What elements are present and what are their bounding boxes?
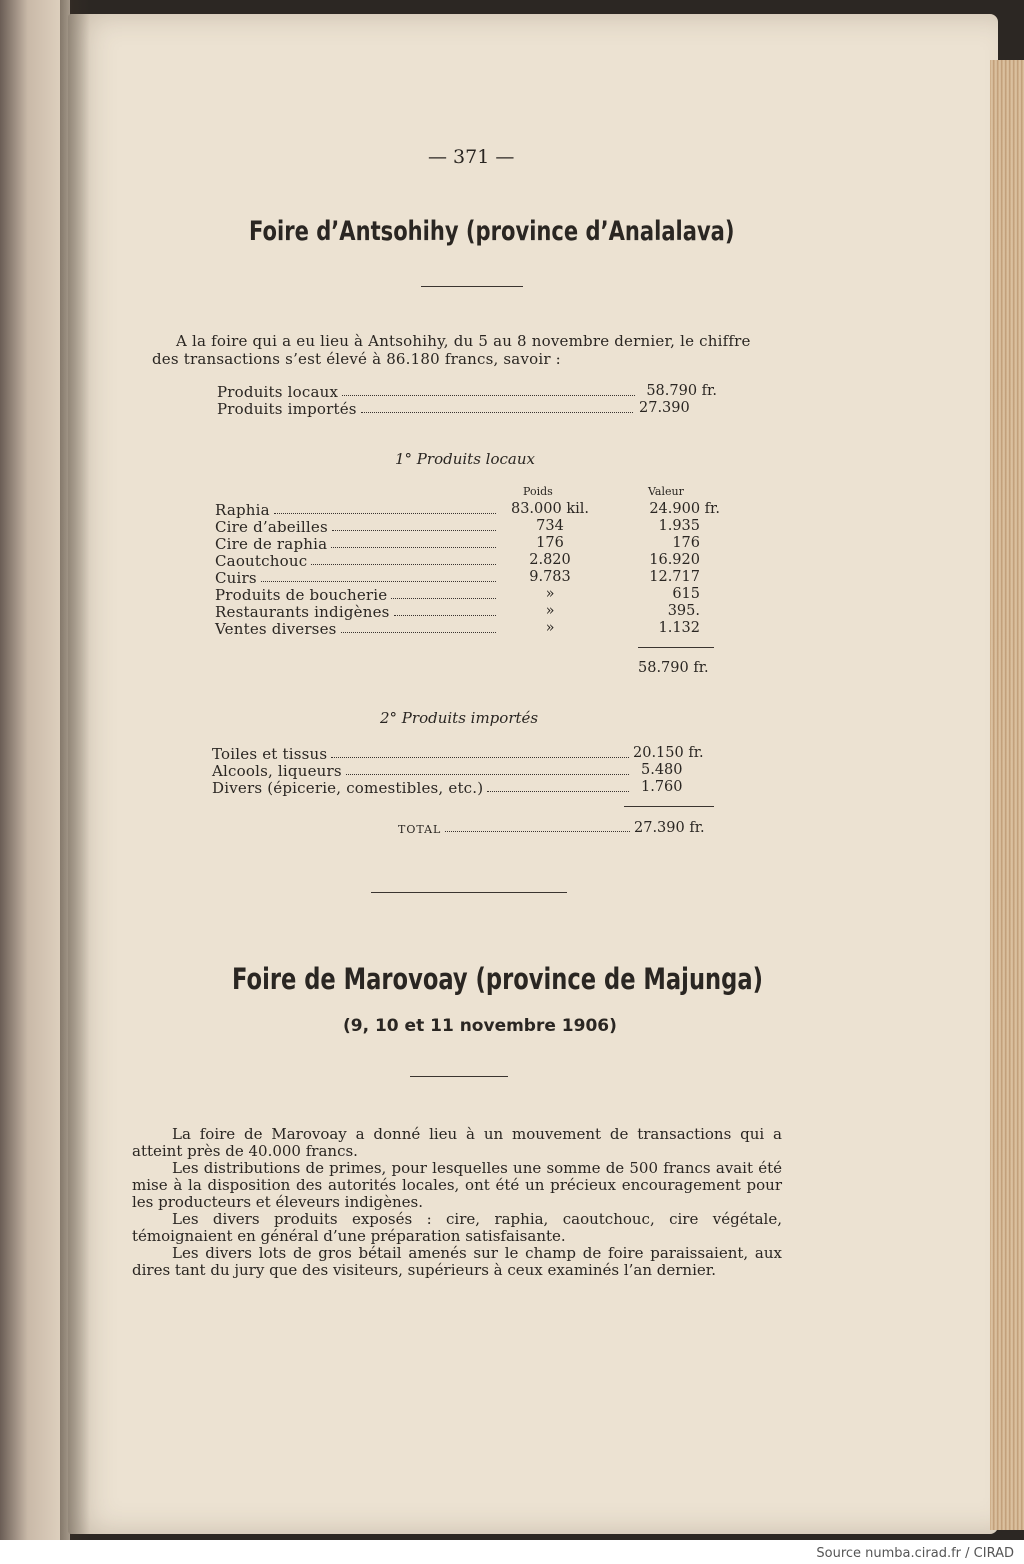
row-weight: 176: [536, 535, 564, 551]
dot-leader: [274, 501, 496, 514]
imported-products-heading: 2° Produits importés: [380, 709, 539, 727]
row-value: 395.: [667, 603, 700, 619]
spine-shadow: [60, 0, 90, 1540]
table-row: [215, 586, 720, 603]
row-weight: 9.783: [529, 569, 571, 585]
dot-leader: [394, 603, 496, 616]
row-label: Cuirs: [215, 569, 257, 587]
row-weight: »: [545, 620, 555, 636]
row-label: Caoutchouc: [215, 552, 308, 570]
row-value: 5.480: [641, 762, 683, 778]
paragraph: Les distributions de primes, pour lesquelles une somme de 500 francs avait été mise à la disposition des autorités locales, ont été un précieux encouragement pour les producteurs et éleveurs indigènes.: [132, 1159, 782, 1211]
dot-leader: [332, 518, 496, 531]
row-value: 16.920: [649, 552, 700, 568]
table-row: [215, 501, 720, 518]
row-label: Cire d’abeilles: [215, 518, 328, 536]
local-products-table: [215, 501, 720, 637]
row-value: 1.132: [658, 620, 700, 636]
row-value: 1.935: [658, 518, 700, 534]
row-label: Toiles et tissus: [212, 745, 328, 763]
row-value: 12.717: [649, 569, 700, 585]
section2-title: Foire de Marovoay (province de Majunga): [232, 962, 763, 996]
row-label: Ventes diverses: [215, 620, 337, 638]
row-value: 20.150 fr.: [633, 745, 704, 761]
dot-leader: [445, 820, 630, 832]
summary-row: [217, 383, 717, 400]
local-total: 58.790 fr.: [638, 660, 709, 676]
summary-table: [217, 383, 717, 417]
row-label: Produits de boucherie: [215, 586, 388, 604]
row-label: Raphia: [215, 501, 270, 519]
paragraph: La foire de Marovoay a donné lieu à un mouvement de transactions qui a atteint près de 40.000 francs.: [132, 1125, 782, 1160]
dot-leader: [311, 552, 496, 565]
page-number: — 371 —: [428, 146, 515, 168]
row-value: 176: [672, 535, 700, 551]
imported-total: 27.390 fr.: [634, 820, 705, 836]
row-label: Alcools, liqueurs: [212, 762, 342, 780]
local-total-rule: [638, 647, 714, 648]
table-row: [212, 745, 717, 762]
row-value: 1.760: [641, 779, 683, 795]
imported-total-row: [398, 820, 718, 836]
table-row: [212, 779, 717, 796]
summary-label: Produits locaux: [217, 383, 339, 401]
value-column-header: Valeur: [648, 485, 684, 498]
section2-subtitle: (9, 10 et 11 novembre 1906): [343, 1016, 617, 1036]
section2-rule: [410, 1076, 508, 1077]
table-row: [215, 535, 720, 552]
row-weight: 2.820: [529, 552, 571, 568]
dot-leader: [342, 383, 635, 396]
table-row: [212, 762, 717, 779]
total-label: TOTAL: [398, 823, 442, 836]
imported-products-table: [212, 745, 717, 796]
dot-leader: [331, 745, 629, 758]
table-row: [215, 620, 720, 637]
dot-leader: [331, 535, 496, 548]
table-row: [215, 603, 720, 620]
section1-rule: [421, 286, 523, 287]
summary-value: 58.790 fr.: [646, 383, 717, 399]
page-edges: [990, 60, 1024, 1530]
dot-leader: [346, 762, 629, 775]
summary-label: Produits importés: [217, 400, 357, 418]
row-weight: »: [545, 586, 555, 602]
local-products-heading: 1° Produits locaux: [395, 450, 535, 468]
paragraph: Les divers lots de gros bétail amenés sur le champ de foire paraissaient, aux dires tant du jury que des visiteurs, supérieurs à ceux examinés l’an dernier.: [132, 1244, 782, 1279]
section1-title: Foire d’Antsohihy (province d’Analalava): [249, 216, 735, 247]
section1-intro-line2: des transactions s’est élevé à 86.180 francs, savoir :: [152, 350, 561, 368]
row-value: 615: [672, 586, 700, 602]
paragraph: Les divers produits exposés : cire, raphia, caoutchouc, cire végétale, témoignaient en général d’une préparation satisfaisante.: [132, 1210, 782, 1245]
row-weight: 83.000 kil.: [510, 501, 589, 517]
row-label: Restaurants indigènes: [215, 603, 390, 621]
source-credit: Source numba.cirad.fr / CIRAD: [816, 1546, 1014, 1561]
section1-intro-line1: A la foire qui a eu lieu à Antsohihy, du 5 au 8 novembre dernier, le chiffre: [176, 332, 751, 350]
table-row: [215, 518, 720, 535]
dot-leader: [341, 620, 496, 633]
section-divider: [371, 892, 567, 893]
table-row: [215, 569, 720, 586]
dot-leader: [261, 569, 496, 582]
dot-leader: [487, 779, 629, 792]
row-weight: »: [545, 603, 555, 619]
row-label: Divers (épicerie, comestibles, etc.): [212, 779, 484, 797]
dot-leader: [391, 586, 496, 599]
row-weight: 734: [536, 518, 564, 534]
section2-body: [132, 1126, 782, 1279]
summary-value: 27.390: [639, 400, 690, 416]
row-value: 24.900 fr.: [649, 501, 720, 517]
summary-row: [217, 400, 717, 417]
imported-total-rule: [624, 806, 714, 807]
weight-column-header: Poids: [523, 485, 553, 498]
table-row: [215, 552, 720, 569]
row-label: Cire de raphia: [215, 535, 328, 553]
dot-leader: [361, 400, 633, 413]
